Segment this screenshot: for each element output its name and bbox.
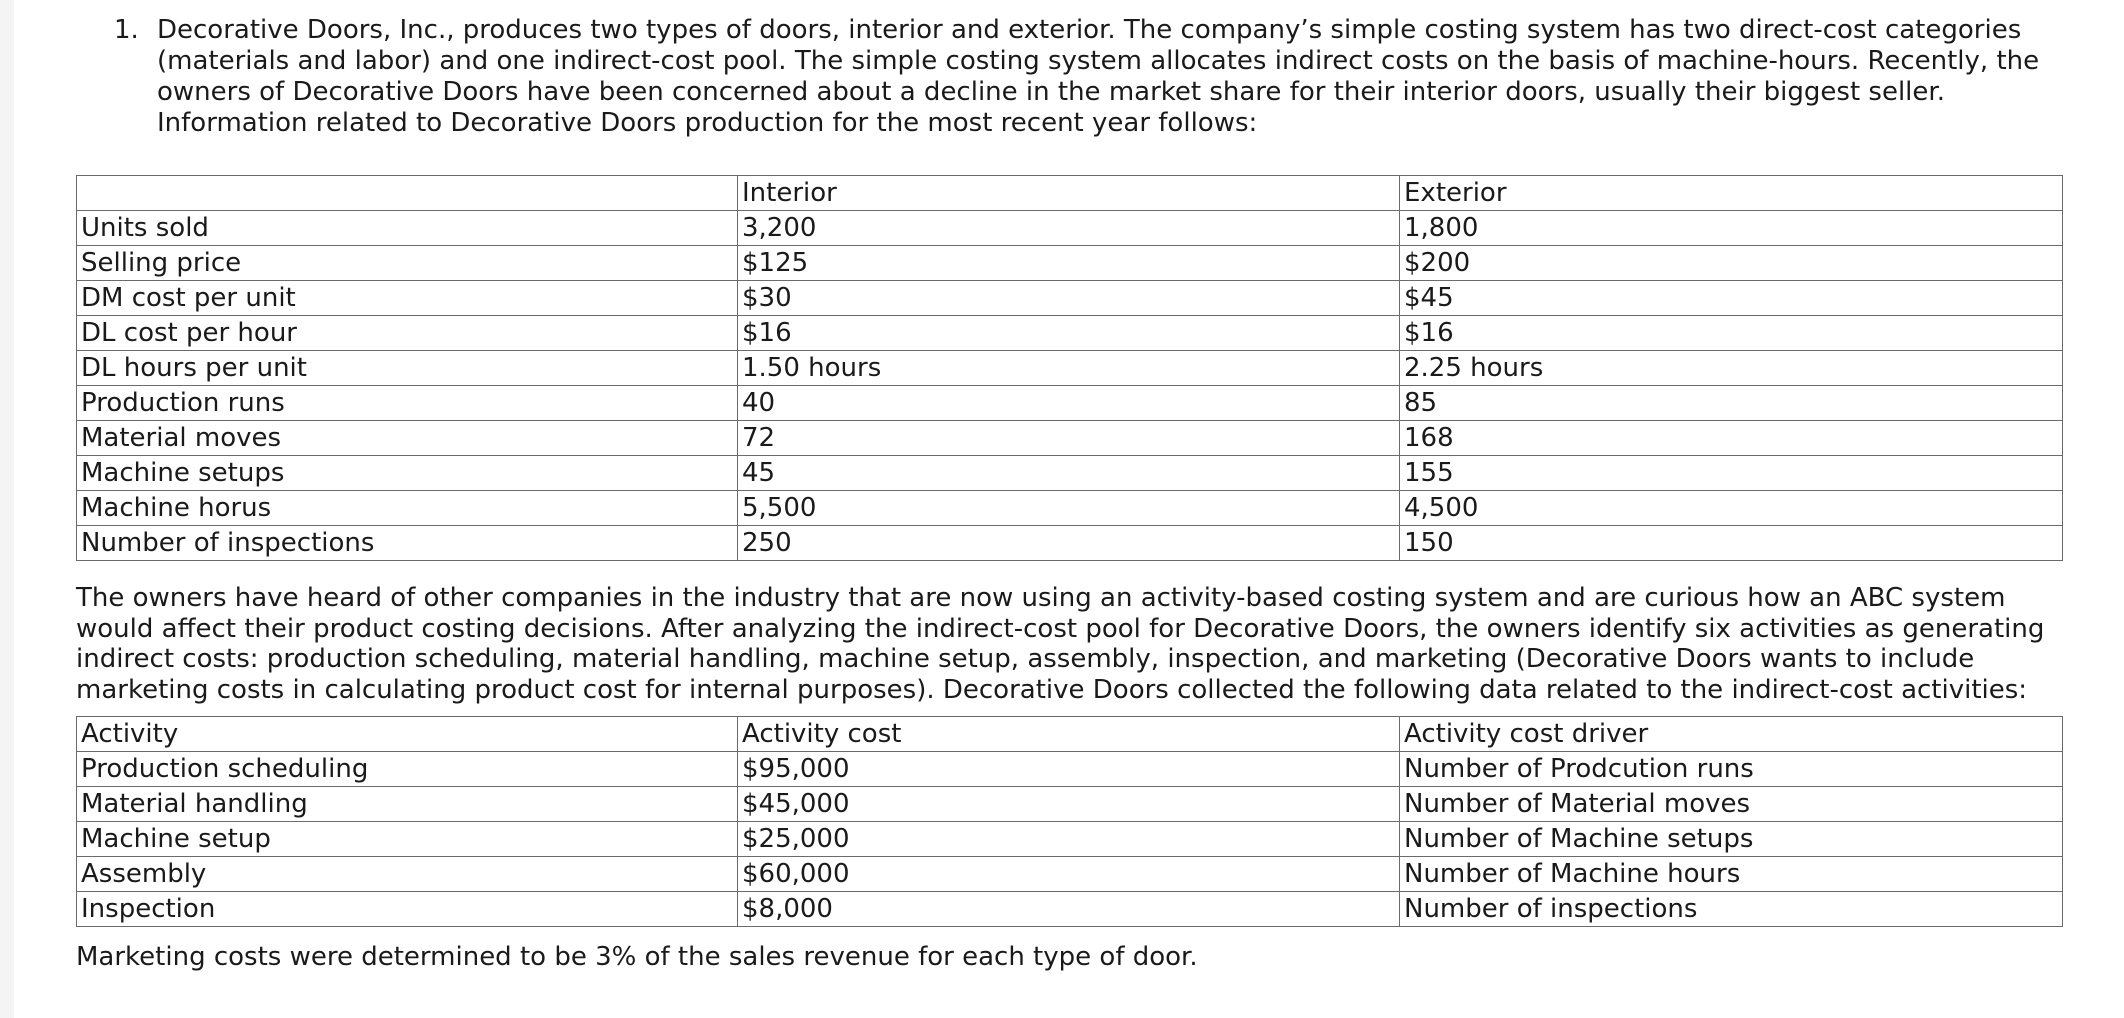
header-cell <box>77 176 738 211</box>
activity-driver: Number of Machine hours <box>1400 857 2063 892</box>
header-cell-exterior: Exterior <box>1400 176 2063 211</box>
interior-value: 5,500 <box>738 491 1400 526</box>
exterior-value: 85 <box>1400 386 2063 421</box>
question-number: 1. <box>114 15 139 45</box>
interior-value: 3,200 <box>738 211 1400 246</box>
interior-value: 40 <box>738 386 1400 421</box>
table-row <box>77 857 2063 892</box>
table-row <box>77 246 2063 281</box>
left-gutter <box>0 0 14 1018</box>
marketing-note: Marketing costs were determined to be 3% of the sales revenue for each type of door. <box>76 942 1198 972</box>
header-cell-activity: Activity <box>77 717 738 752</box>
abc-paragraph: The owners have heard of other companies in the industry that are now using an activity-based costing system and are curious how an ABC system would affect their product costing decisions. After analyzing the indirect-cost pool for Decorative Doors, the owners identify six activities as generating indirect costs: production scheduling, material handling, machine setup, assembly, inspection, and marketing (Decorative Doors wants to include marketing costs in calculating product cost for internal purposes). Decorative Doors collected the following data related to the indirect-cost activities: <box>76 583 2045 705</box>
interior-value: 72 <box>738 421 1400 456</box>
table-row <box>77 281 2063 316</box>
exterior-value: $16 <box>1400 316 2063 351</box>
activity-driver: Number of Material moves <box>1400 787 2063 822</box>
header-cell-activity-cost: Activity cost <box>738 717 1400 752</box>
row-label: Units sold <box>77 211 738 246</box>
exterior-value: 150 <box>1400 526 2063 561</box>
activity-driver: Number of Machine setups <box>1400 822 2063 857</box>
activity-cost: $95,000 <box>738 752 1400 787</box>
activity-name: Material handling <box>77 787 738 822</box>
row-label: DM cost per unit <box>77 281 738 316</box>
table-header-row <box>77 717 2063 752</box>
exterior-value: 168 <box>1400 421 2063 456</box>
activity-name: Inspection <box>77 892 738 927</box>
row-label: DL hours per unit <box>77 351 738 386</box>
interior-value: $125 <box>738 246 1400 281</box>
activity-name: Machine setup <box>77 822 738 857</box>
exterior-value: $45 <box>1400 281 2063 316</box>
table-row <box>77 316 2063 351</box>
question-text: Decorative Doors, Inc., produces two types of doors, interior and exterior. The company’s simple costing system has two direct-cost categories (materials and labor) and one indirect-cost pool. The simple costing system allocates indirect costs on the basis of machine-hours. Recently, the owners of Decorative Doors have been concerned about a decline in the market share for their interior doors, usually their biggest seller. Information related to Decorative Doors production for the most recent year follows: <box>157 15 2040 138</box>
activity-cost: $60,000 <box>738 857 1400 892</box>
table-header-row <box>77 176 2063 211</box>
table-row <box>77 752 2063 787</box>
question-block <box>114 15 2077 139</box>
interior-value: 250 <box>738 526 1400 561</box>
header-cell-interior: Interior <box>738 176 1400 211</box>
interior-value: 1.50 hours <box>738 351 1400 386</box>
activity-name: Assembly <box>77 857 738 892</box>
table-row <box>77 787 2063 822</box>
row-label: Machine setups <box>77 456 738 491</box>
table-row <box>77 491 2063 526</box>
activity-driver: Number of inspections <box>1400 892 2063 927</box>
table-row <box>77 421 2063 456</box>
activity-cost: $25,000 <box>738 822 1400 857</box>
exterior-value: 155 <box>1400 456 2063 491</box>
activity-driver: Number of Prodcution runs <box>1400 752 2063 787</box>
activity-name: Production scheduling <box>77 752 738 787</box>
header-cell-cost-driver: Activity cost driver <box>1400 717 2063 752</box>
table-row <box>77 456 2063 491</box>
interior-value: $30 <box>738 281 1400 316</box>
row-label: Material moves <box>77 421 738 456</box>
exterior-value: $200 <box>1400 246 2063 281</box>
interior-value: 45 <box>738 456 1400 491</box>
table-row <box>77 892 2063 927</box>
row-label: Machine horus <box>77 491 738 526</box>
production-data-table <box>76 175 2063 561</box>
row-label: DL cost per hour <box>77 316 738 351</box>
table-row <box>77 351 2063 386</box>
table-row <box>77 386 2063 421</box>
activity-cost: $8,000 <box>738 892 1400 927</box>
exterior-value: 1,800 <box>1400 211 2063 246</box>
row-label: Selling price <box>77 246 738 281</box>
row-label: Number of inspections <box>77 526 738 561</box>
exterior-value: 2.25 hours <box>1400 351 2063 386</box>
table-row <box>77 526 2063 561</box>
row-label: Production runs <box>77 386 738 421</box>
table-row <box>77 211 2063 246</box>
activity-cost: $45,000 <box>738 787 1400 822</box>
table-row <box>77 822 2063 857</box>
activity-cost-table <box>76 716 2063 927</box>
exterior-value: 4,500 <box>1400 491 2063 526</box>
interior-value: $16 <box>738 316 1400 351</box>
